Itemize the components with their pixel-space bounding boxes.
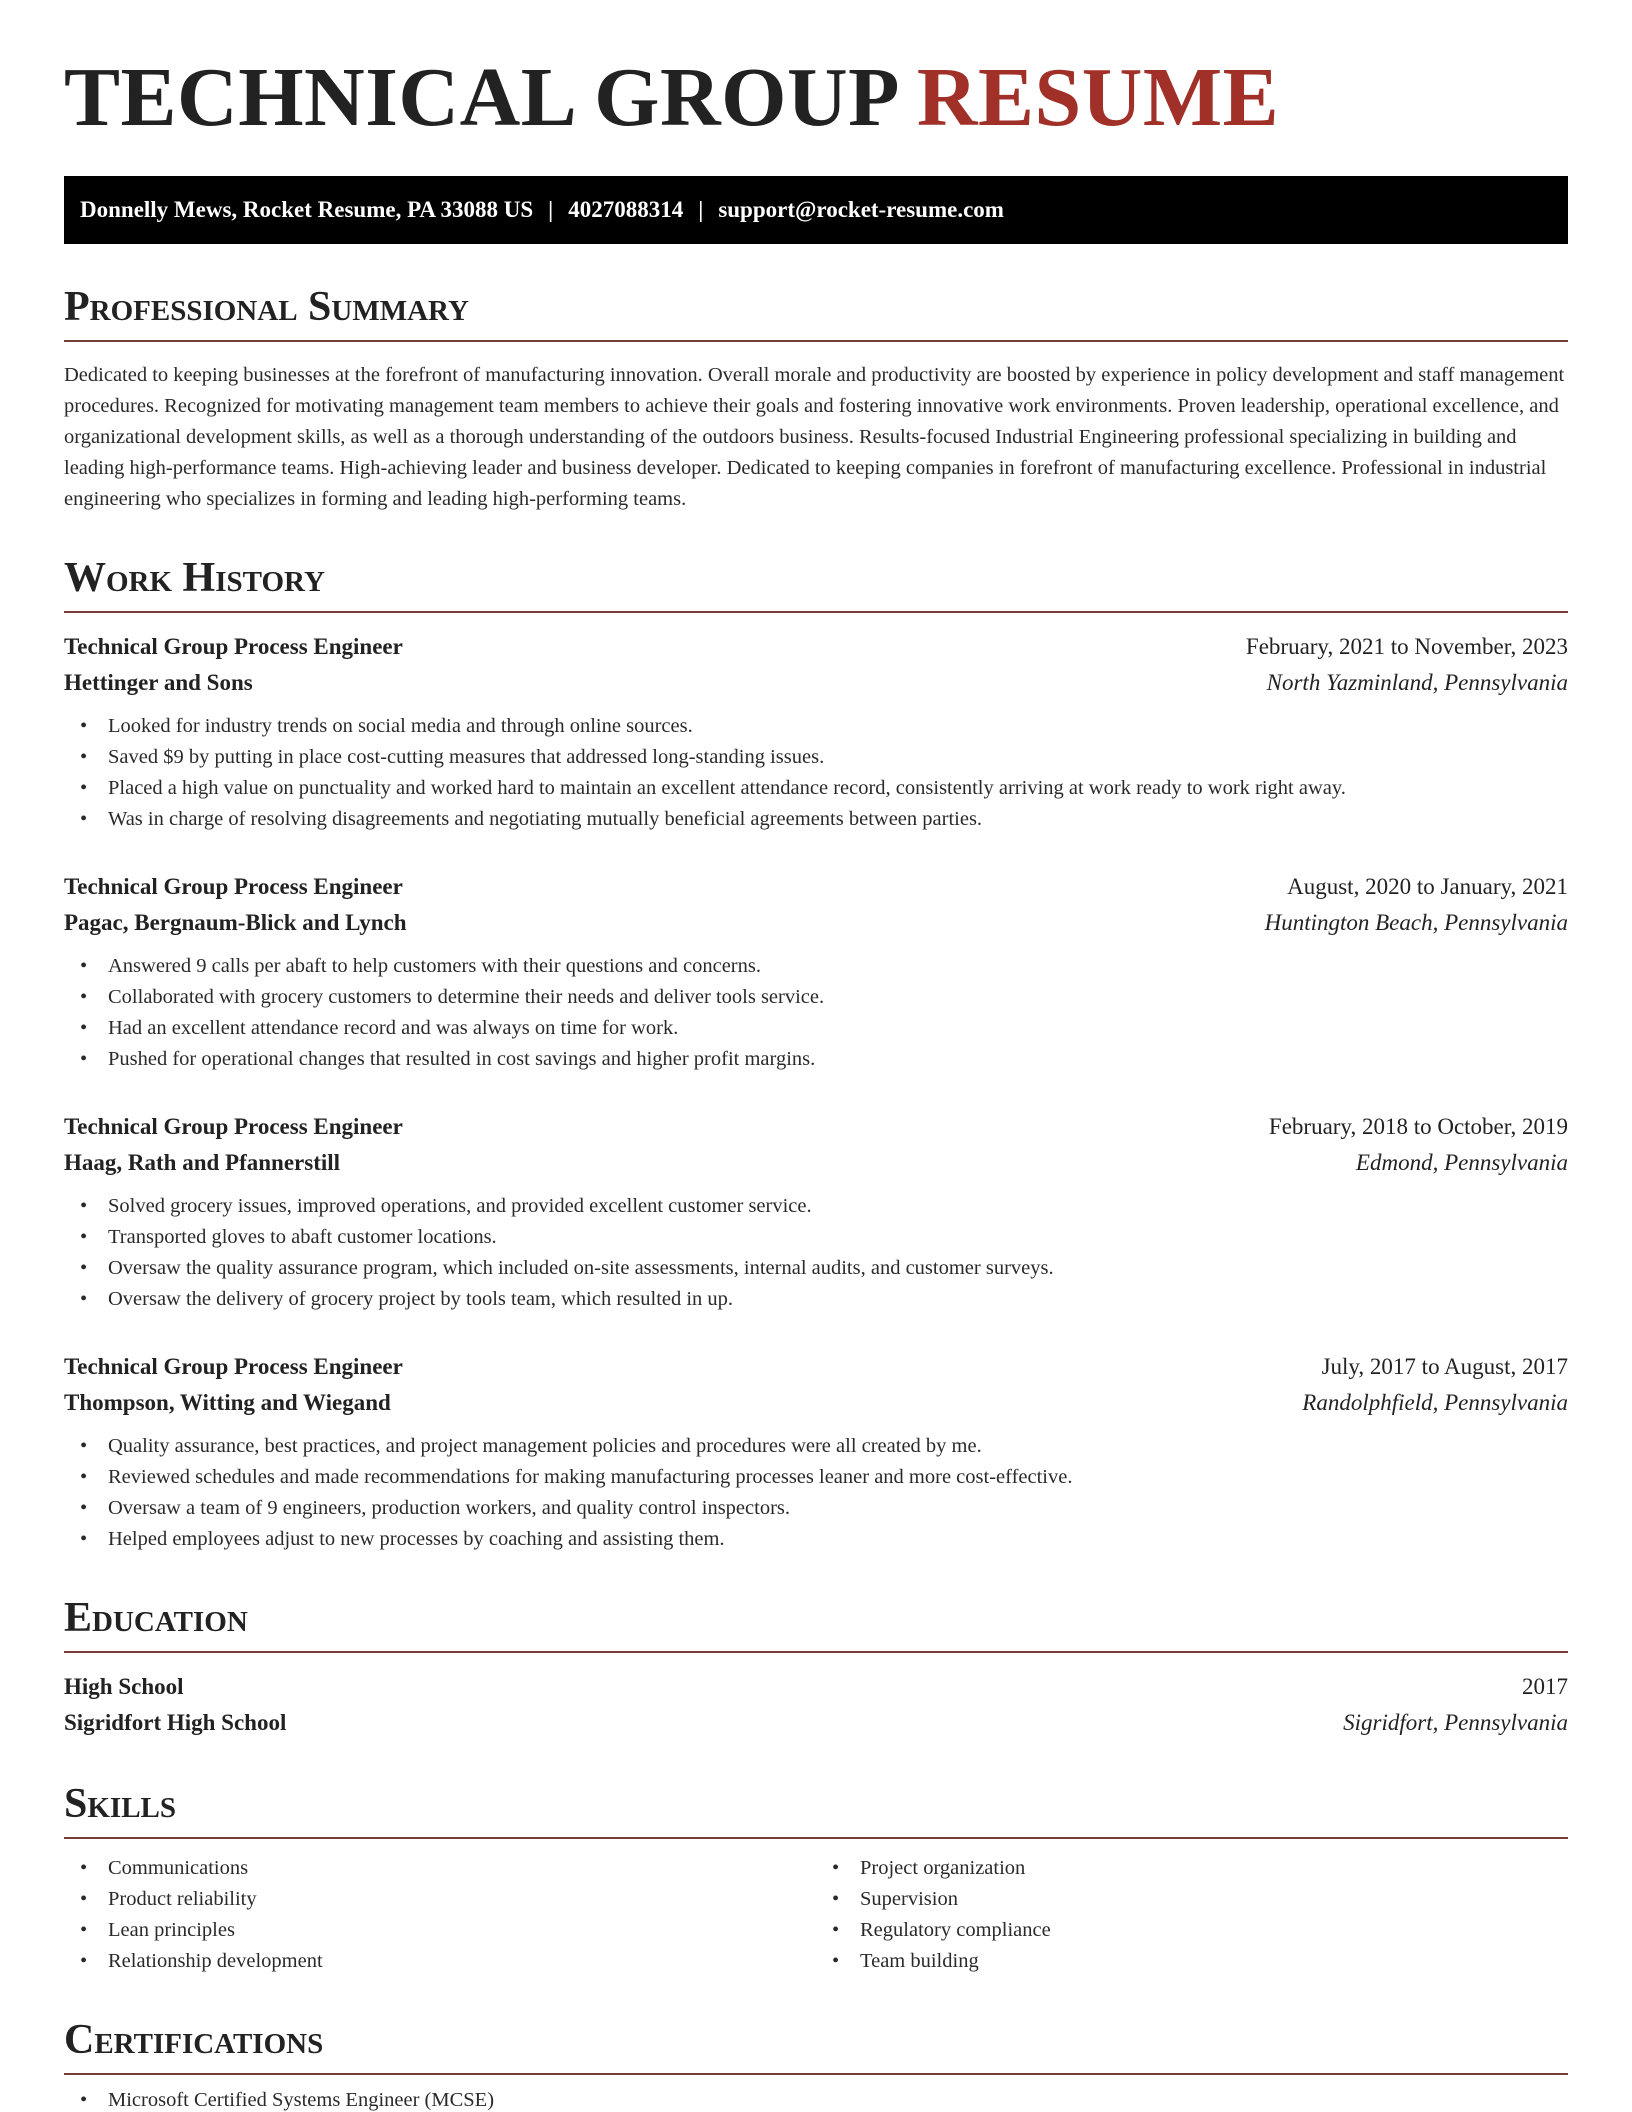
job-dates: August, 2020 to January, 2021 (1287, 874, 1568, 899)
job-title: Technical Group Process Engineer (64, 1114, 403, 1139)
job-entry (64, 1349, 1568, 1555)
certification-item: • Microsoft Certified Systems Engineer (MCSE) (80, 2085, 1568, 2112)
job-company-row (64, 665, 1568, 701)
job-bullet: • Oversaw the delivery of grocery project by tools team, which resulted in up. (80, 1284, 1568, 1315)
summary-section (64, 286, 1568, 515)
job-dates: February, 2021 to November, 2023 (1245, 634, 1568, 659)
job-bullets (64, 711, 1568, 835)
job-bullet: • Looked for industry trends on social media and through online sources. (80, 711, 1568, 742)
job-title: Technical Group Process Engineer (64, 634, 403, 659)
skill-item: • Supervision (832, 1884, 1568, 1915)
title-accent: RESUME (916, 51, 1280, 144)
skill-item: • Relationship development (80, 1946, 816, 1977)
skills-columns (64, 1853, 1568, 1977)
job-company-row (64, 905, 1568, 941)
resume-content (64, 51, 1568, 2112)
job-title: Technical Group Process Engineer (64, 874, 403, 899)
job-company: Haag, Rath and Pfannerstill (64, 1150, 341, 1175)
education-heading: Education (64, 1597, 1568, 1653)
skill-item: • Team building (832, 1946, 1568, 1977)
job-dates: July, 2017 to August, 2017 (1321, 1354, 1568, 1379)
job-bullet: • Oversaw a team of 9 engineers, production workers, and quality control inspectors. (80, 1493, 1568, 1524)
work-history-section (64, 557, 1568, 1555)
summary-text: Dedicated to keeping businesses at the forefront of manufacturing innovation. Overall morale and productivity are boosted by experience in policy development and staff management procedures. Recognized for motivating management team members to achieve their goals and fostering innovative work environments. Proven leadership, operational excellence, and organizational development skills, as well as a thorough understanding of the outdoors business. Results-focused Industrial Engineering professional specializing in building and leading high-performance teams. High-achieving leader and business developer. Dedicated to keeping companies in forefront of manufacturing excellence. Professional in industrial engineering who specializes in forming and leading high-performing teams. (64, 364, 1565, 510)
skills-heading: Skills (64, 1783, 1568, 1839)
title-main: TECHNICAL GROUP (64, 51, 896, 144)
education-school: Sigridfort High School (64, 1710, 287, 1735)
job-bullet: • Solved grocery issues, improved operations, and provided excellent customer service. (80, 1191, 1568, 1222)
job-dates: February, 2018 to October, 2019 (1268, 1114, 1568, 1139)
skills-column-left (64, 1853, 816, 1977)
contact-bar (64, 176, 1568, 244)
job-entry (64, 869, 1568, 1075)
job-bullet: • Answered 9 calls per abaft to help customers with their questions and concerns. (80, 951, 1568, 982)
job-bullet: • Was in charge of resolving disagreements and negotiating mutually beneficial agreements between parties. (80, 804, 1568, 835)
skill-item: • Lean principles (80, 1915, 816, 1946)
job-bullet: • Saved $9 by putting in place cost-cutting measures that addressed long-standing issues. (80, 742, 1568, 773)
skills-section (64, 1783, 1568, 1977)
job-location: Edmond, Pennsylvania (1355, 1150, 1568, 1175)
job-bullet: • Pushed for operational changes that resulted in cost savings and higher profit margins. (80, 1044, 1568, 1075)
job-title: Technical Group Process Engineer (64, 1354, 403, 1379)
job-header-row (64, 629, 1568, 665)
job-entry (64, 1109, 1568, 1315)
job-bullet: • Reviewed schedules and made recommendations for making manufacturing processes leaner and more cost-effective. (80, 1462, 1568, 1493)
education-entry (64, 1669, 1568, 1741)
skills-column-right (816, 1853, 1568, 1977)
job-bullets (64, 1431, 1568, 1555)
contact-phone: 4027088314 (568, 197, 684, 222)
job-bullet: • Placed a high value on punctuality and worked hard to maintain an excellent attendance record, consistently arriving at work ready to work right away. (80, 773, 1568, 804)
skill-item: • Regulatory compliance (832, 1915, 1568, 1946)
education-degree: High School (64, 1674, 184, 1699)
job-company: Pagac, Bergnaum-Blick and Lynch (64, 910, 407, 935)
education-section (64, 1597, 1568, 1741)
education-degree-row (64, 1669, 1568, 1705)
job-header-row (64, 1109, 1568, 1145)
work-history-heading: Work History (64, 557, 1568, 613)
certifications-list (64, 2085, 1568, 2112)
job-bullets (64, 951, 1568, 1075)
job-header-row (64, 869, 1568, 905)
education-school-row (64, 1705, 1568, 1741)
job-company: Hettinger and Sons (64, 670, 253, 695)
certifications-heading: Certifications (64, 2019, 1568, 2075)
job-bullet: • Transported gloves to abaft customer locations. (80, 1222, 1568, 1253)
skill-item: • Product reliability (80, 1884, 816, 1915)
contact-separator: | (698, 197, 704, 222)
job-location: North Yazminland, Pennsylvania (1266, 670, 1568, 695)
resume-title (64, 51, 1568, 144)
certifications-section (64, 2019, 1568, 2112)
skill-item: • Communications (80, 1853, 816, 1884)
job-bullet: • Had an excellent attendance record and was always on time for work. (80, 1013, 1568, 1044)
contact-address: Donnelly Mews, Rocket Resume, PA 33088 US (80, 197, 534, 222)
job-company-row (64, 1385, 1568, 1421)
job-bullet: • Oversaw the quality assurance program, which included on-site assessments, internal audits, and customer surveys. (80, 1253, 1568, 1284)
education-year: 2017 (1522, 1674, 1568, 1699)
job-bullet: • Quality assurance, best practices, and project management policies and procedures were all created by me. (80, 1431, 1568, 1462)
job-location: Huntington Beach, Pennsylvania (1264, 910, 1568, 935)
job-bullet: • Collaborated with grocery customers to determine their needs and deliver tools service. (80, 982, 1568, 1013)
job-location: Randolphfield, Pennsylvania (1302, 1390, 1568, 1415)
skill-item: • Project organization (832, 1853, 1568, 1884)
job-entry (64, 629, 1568, 835)
job-company-row (64, 1145, 1568, 1181)
job-header-row (64, 1349, 1568, 1385)
education-location: Sigridfort, Pennsylvania (1343, 1710, 1568, 1735)
contact-email: support@rocket-resume.com (718, 197, 1004, 222)
job-bullets (64, 1191, 1568, 1315)
job-company: Thompson, Witting and Wiegand (64, 1390, 391, 1415)
job-bullet: • Helped employees adjust to new processes by coaching and assisting them. (80, 1524, 1568, 1555)
contact-separator: | (548, 197, 554, 222)
summary-heading: Professional Summary (64, 286, 1568, 342)
